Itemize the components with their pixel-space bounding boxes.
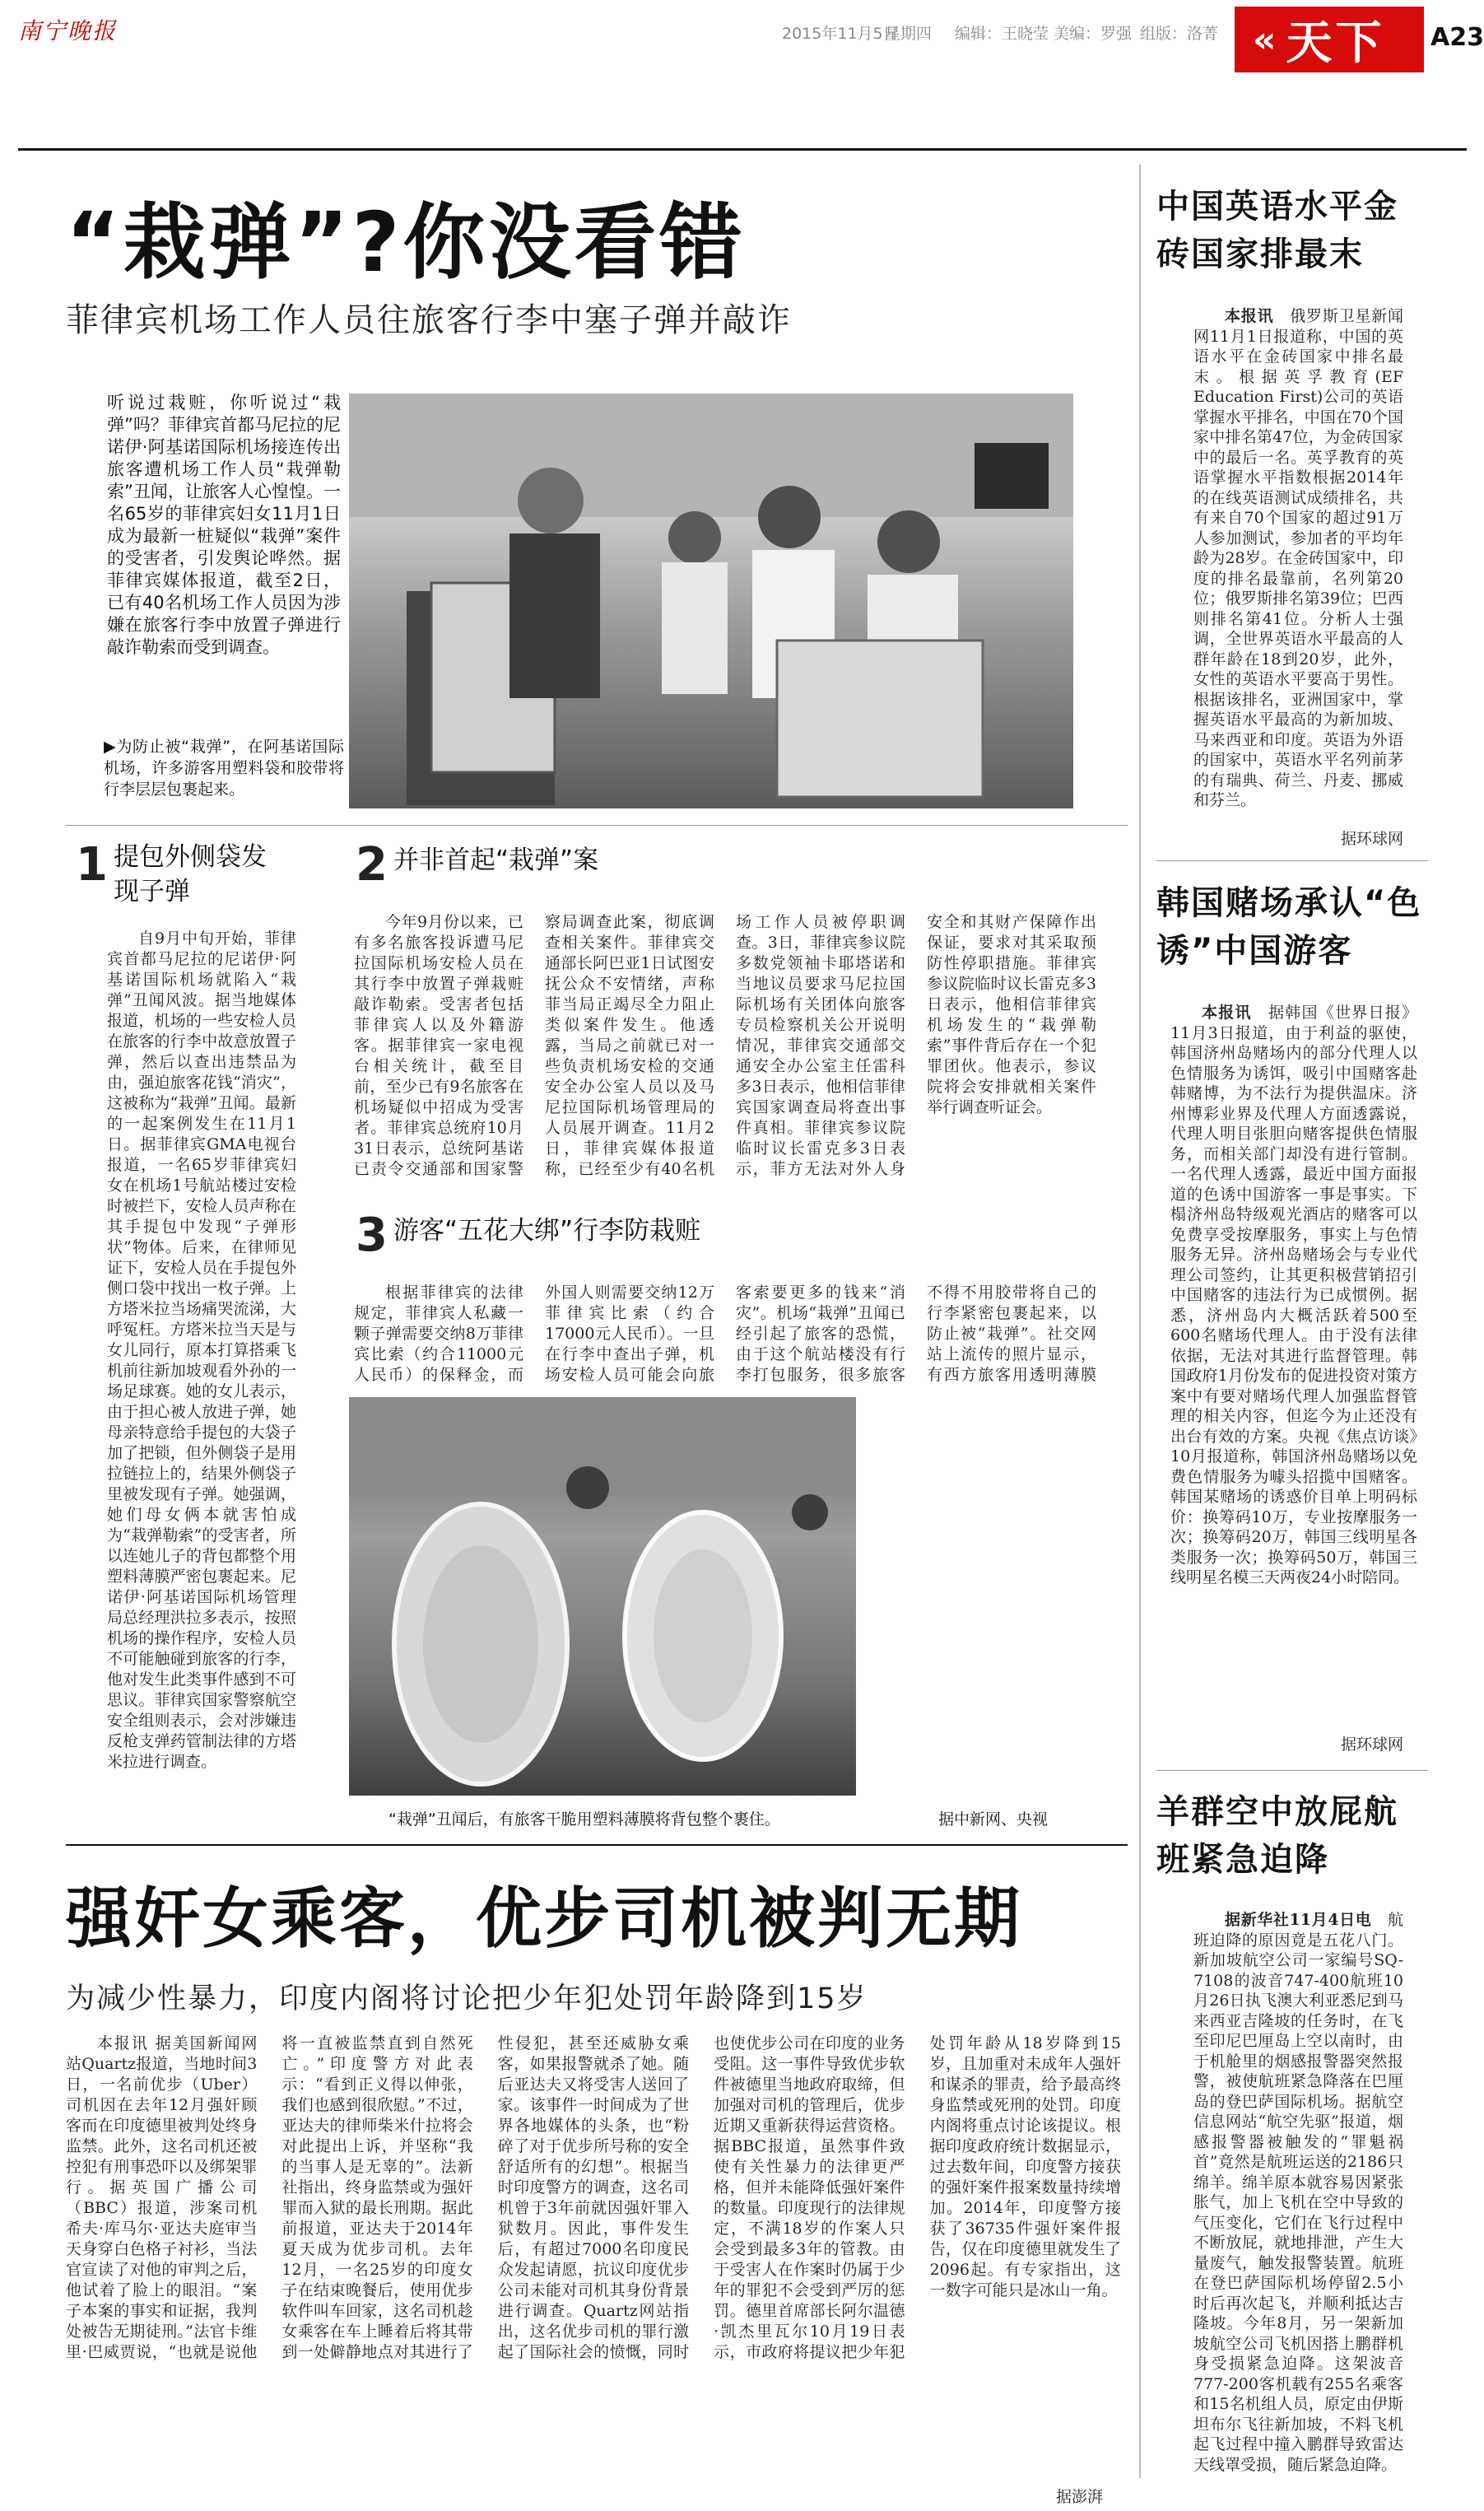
brief1-title: 中国英语水平金砖国家排最末 <box>1156 188 1398 273</box>
brief2-title: 韩国赌场承认“色诱”中国游客 <box>1156 884 1422 970</box>
brief1-source: 据环球网 <box>1340 830 1403 848</box>
second-article-text: 本报讯 据美国新闻网站Quartz报道，当地时间3日，一名前优步（Uber）司机因在去年12月强奸顾客而在印度德里被判处终身监禁。此外，这名司机还被控犯有刑事恐吓以及绑架罪行。据英国广播公司（BBC）报道，涉案司机希夫·库马尔·亚达夫庭审当天身穿白色格子衬衫，当法官宣读了对他的审判之后，他试着了脸上的眼泪。“案子本案的事实和证据，我判处被告无期徒刑。”法官卡维里·巴威贾说，“也就是说他将一直被监禁直到自然死亡。”印度警方对此表示：“看到正义得以伸张，我们也感到很欣慰。”不过，亚达夫的律师柴米什拉将会对此提出上诉，并坚称“我的当事人是无辜的”。法新社指出，终身监禁或为强奸罪而入狱的最长刑期。据此前报道，亚达夫于2014年夏天成为优步司机。去年12月，一名25岁的印度女子在结束晚餐后，使用优步软件叫车回家，这名司机趁女乘客在车上睡着后将其带到一处僻静地点对其进行了性侵犯，甚至还威胁女乘客，如果报警就杀了她。随后亚达夫又将受害人送回了家。该事件一时间成为了世界各地媒体的头条，也“粉碎了对于优步所号称的安全舒适所有的幻想”。根据当时印度警方的调查，这名司机曾于3年前就因强奸罪入狱数月。因此，事件发生后，有超过7000名印度民众发起请愿，抗议印度优步公司未能对司机其身份背景进行调查。Quartz网站指出，这名优步司机的罪行激起了国际社会的愤慨，同时也使优步公司在印度的业务受阻。这一事件导致优步软件被德里当地政府取缔，但加强对司机的管理后，优步近期又重新获得运营资格。据BBC报道，虽然事件致使有关性暴力的法律更严格，但并未能降低强奸案件的数量。印度现行的法律规定，不满18岁的作案人只会受到最多3年的管教。由于受害人在作案时仍属于少年的罪犯不会受到严厉的惩罚。德里首席部长阿尔温德·凯杰里瓦尔10月19日表示，市政府将提议把少年犯处罚年龄从18岁降到15岁，且加重对未成年人强奸和谋杀的罪责，给予最高终身监禁或死刑的处罚。印度内阁将重点讨论该提议。根据印度政府统计数据显示，过去数年间，印度警方接获的强奸案件报案数量持续增加。2014年，印度警方接获了36735件强奸案件报告，仅在印度德里就发生了2096起。有专家指出，这一数字可能只是冰山一角。 <box>66 2034 1121 2361</box>
brief2-body: 据韩国《世界日报》11月3日报道，由于利益的驱使，韩国济州岛赌场内的部分代理人以色情服务为诱饵，吸引中国赌客赴韩赌博，为不法行为提供温床。济州博彩业界及代理人方面透露说，代理人明目张胆向赌客提供色情服务，而相关部门却没有进行管制。一名代理人透露，最近中国方面报道的色诱中国游客一事是事实。下榻济州岛特级观光酒店的赌客可以免费享受按摩服务，事实上与色情服务无异。济州岛赌场会与专业代理公司签约，让其更积极营销招引中国赌客的违法行为已成惯例。据悉，济州岛内大概活跃着500至600名赌场代理人。由于没有法律依据，无法对其进行监督管理。韩国政府1月份发布的促进投资对策方案中有要对赌场代理人加强监督管理的相关内容，但迄今为止还没有出台有效的方案。央视《焦点访谈》10月报道称，韩国济州岛赌场以免费色情服务为噱头招揽中国赌客。韩国某赌场的诱惑价目单上明码标价：换筹码10万，专业按摩服务一次；换筹码20万，韩国三线明星各类服务一次；换筹码50万，韩国三线明星名模三天两夜24小时陪同。 <box>1170 1004 1417 1586</box>
section3-text-side <box>872 1268 1096 1828</box>
brief3-body: 航班迫降的原因竟是五花八门。新加坡航空公司一家编号SQ-7108的波音747-400航班10月26日执飞澳大利亚悉尼到马来西亚吉隆坡的任务时，在飞至印尼巴厘岛上空以南时，由于机舱里的烟感报警器突然报警，被使航班紧急降落在巴厘岛的登巴萨国际机场。据航空信息网站“航空先驱”报道，烟感报警器被触发的“罪魁祸首”竟然是航班运送的2186只绵羊。绵羊原本就容易因紧张胀气，加上飞机在空中导致的气压变化，它们在飞行过程中不断放屁，就地排泄，产生大量废气，触发报警装置。航班在登巴萨国际机场停留2.5小时后再次起飞，并顺利抵达吉隆坡。今年8月，另一架新加坡航空公司飞机因搭上鹏群机身受损紧急迫降。这架波音777-200客机载有255名乘客和15名机组人员，原定由伊斯坦布尔飞往新加坡，不料飞机起飞过程中撞入鹏群导致雷达天线罩受损，随后紧急迫降。 <box>1193 1911 1403 2474</box>
column-divider <box>1139 165 1141 2478</box>
brief2-source: 据环球网 <box>1340 1735 1403 1754</box>
brief3-text <box>1193 1910 1403 2486</box>
airport-photo <box>349 394 1073 808</box>
section2-text: 今年9月份以来，已有多名旅客投诉遭马尼拉国际机场安检人员在其行李中放置子弹栽赃敲诈勒索。受害者包括菲律宾人以及外籍游客。据菲律宾一家电视台相关统计，截至目前，至少已有9名旅客在机场疑似中招成为受害者。菲律宾总统府10月31日表示，总统阿基诺已责令交通部和国家警察局调查此案，彻底调查相关案件。菲律宾交通部长阿巴亚1日试图安抚公众不安情绪，声称菲当局正竭尽全力阻止类似案件发生。他透露，当局之前就已对一些负责机场安检的交通安全办公室人员以及马尼拉国际机场管理局的人员展开调查。11月2日，菲律宾媒体报道称，已经至少有40名机场工作人员被停职调查。3日，菲律宾参议院多数党领袖卡耶塔诺和当地议员要求马尼拉国际机场有关团体向旅客专员检察机关公开说明情况，菲律宾交通部交通安全办公室主任雷科多3日表示，他相信菲律宾国家调查局将查出事件真相。菲律宾参议院临时议长雷克多3日表示，菲方无法对外人身安全和其财产保障作出保证，要求对其采取预防性停职措施。菲律宾参议院临时议长雷克多3日表示，他相信菲律宾机场发生的“栽弹勒索”事件背后存在一个犯罪团伙。他表示，参议院将会安排就相关案件举行调查听证会。 <box>354 913 1096 1178</box>
page-number: A23 <box>1431 23 1484 52</box>
section-rule <box>66 825 1128 826</box>
article-lead: 听说过栽赃，你听说过“栽弹”吗？菲律宾首都马尼拉的尼诺伊·阿基诺国际机场接连传出旅客遭机场工作人员“栽弹勒索”丑闻，让旅客人心惶惶。一名65岁的菲律宾妇女11月1日成为最新一桩疑似“栽弹”案件的受害者，引发舆论哗然。据菲律宾媒体报道，截至2日，已有40名机场工作人员因为涉嫌在旅客行李中放置子弹进行敲诈勒索而受到调查。 <box>107 393 341 657</box>
airport-photo-art <box>349 394 1073 808</box>
newspaper-logo: 南宁晚报 <box>18 17 118 44</box>
section3-text-top: 根据菲律宾的法律规定，菲律宾人私藏一颗子弹需要交纳8万菲律宾比索（约合11000元人民币）的保释金，而外国人则需要交纳12万菲律宾比索（约合17000元人民币）。一旦在行李中查出子弹，机场安检人员可能会向旅客索要更多的钱来“消灾”。机场“栽弹”丑闻已经引起了旅客的恐慌，由于这个航站楼没有行李打包服务，很多旅客不得不用胶带将自己的行李紧密包裹起来，以防止被“栽弹”。社交网站上流传的照片显示，有西方旅客用透明薄膜 <box>354 1283 1096 1384</box>
section2-number: 2 <box>356 838 388 892</box>
brief3-title: 羊群空中放屁航班紧急迫降 <box>1156 1793 1398 1879</box>
brief1-body: 俄罗斯卫星新闻网11月1日报道称，中国的英语水平在金砖国家中排名最末。根据英孚教育(EF Education First)公司的英语掌握水平排名，中国在70个国家中排名第47位，为金砖国家中的最后一名。英孚教育的英语掌握水平指数根据2014年的在线英语测试成绩排名，共有来自70个国家的超过91万人参加测试，参加者的平均年龄为28岁。在金砖国家中，印度的排名最靠前，名列第20位；俄罗斯排名第39位；巴西则排名第41位。分析人士强调，全世界英语水平最高的人群年龄在18到20岁，此外，女性的英语水平要高于男性。根据该排名，亚洲国家中，掌握英语水平最高的为新加坡、马来西亚和印度。英语为外语的国家中，英语水平名列前茅的有瑞典、荷兰、丹麦、挪威和芬兰。 <box>1193 307 1403 808</box>
issue-weekday: 星期四 <box>885 25 933 43</box>
wrapped-bags-photo <box>349 1397 856 1796</box>
section2-heading: 并非首起“栽弹”案 <box>393 846 599 875</box>
photo2-caption: “栽弹”丑闻后，有旅客干脆用塑料薄膜将背包整个裹住。 <box>388 1810 780 1829</box>
issue-date: 2015年11月5日 <box>782 25 899 43</box>
brief1-text <box>1193 306 1403 808</box>
second-subheadline: 为减少性暴力，印度内阁将讨论把少年犯处罚年龄降到15岁 <box>66 1982 868 2015</box>
article-separator <box>66 1844 1128 1846</box>
section3-number: 3 <box>356 1209 388 1262</box>
editor-credit: 编辑：王晓莹 <box>955 25 1049 43</box>
section-banner <box>1235 7 1424 72</box>
double-chevron-icon: « <box>1253 18 1280 61</box>
brief-divider-1 <box>1156 860 1428 861</box>
brief1-lead: 本报讯 <box>1225 307 1274 325</box>
section3-heading: 游客“五花大绑”行李防栽赃 <box>393 1216 701 1246</box>
subheadline: 菲律宾机场工作人员往旅客行李中塞子弹并敲诈 <box>66 301 792 339</box>
second-headline: 强奸女乘客，优步司机被判无期 <box>66 1880 1022 1957</box>
header-rule <box>18 148 1467 151</box>
layout-credit: 组版：洛菁 <box>1140 25 1219 43</box>
second-article-source: 据澎湃 <box>1055 2488 1103 2506</box>
section1-text: 自9月中旬开始，菲律宾首都马尼拉的尼诺伊·阿基诺国际机场就陷入“栽弹”丑闻风波。据当地媒体报道，机场的一些安检人员在旅客的行李中故意放置子弹，然后以查出违禁品为由，强迫旅客花钱“消灾”，这被称为“栽弹”丑闻。最新的一起案例发生在11月1日。据菲律宾GMA电视台报道，一名65岁菲律宾妇女在机场1号航站楼过安检时被拦下，安检人员声称在其手提包中发现“子弹形状”物体。后来，在律师见证下，安检人员在手提包外侧口袋中找出一枚子弹。上方塔米拉当场痛哭流涕，大呼冤枉。方塔米拉当天是与女儿同行，原本打算搭乘飞机前往新加坡观看外孙的一场足球赛。她的女儿表示，由于担心被人放进子弹，她母亲特意给手提包的大袋子加了把锁，但外侧袋子是用拉链拉上的，结果外侧袋子里被发现有子弹。她强调，她们母女俩本就害怕成为“栽弹勒索”的受害者，所以连她儿子的背包都整个用塑料薄膜严密包裹起来。尼诺伊·阿基诺国际机场管理局总经理洪拉多表示，按照机场的操作程序，安检人员不可能触碰到旅客的行李，他对发生此类事件感到不可思议。菲律宾国家警察航空安全组则表示，会对涉嫌违反枪支弹药管制法律的方塔米拉进行调查。 <box>107 929 296 1771</box>
brief3-lead: 据新华社11月4日电 <box>1225 1911 1372 1929</box>
brief-divider-2 <box>1156 1770 1428 1771</box>
wrapped-bags-art <box>349 1397 856 1796</box>
photo1-caption: ▶为防止被“栽弹”，在阿基诺国际机场，许多游客用塑料袋和胶带将行李层层包裹起来。 <box>104 738 344 799</box>
section1-heading: 提包外侧袋发现子弹 <box>114 842 267 906</box>
photo2-source: 据中新网、央视 <box>938 1810 1049 1829</box>
brief2-lead: 本报讯 <box>1202 1004 1252 1022</box>
headline: “栽弹”?你没看错 <box>66 194 746 291</box>
section-name: 天下 <box>1286 16 1385 70</box>
brief2-text <box>1170 1003 1417 1727</box>
section1-number: 1 <box>76 838 108 892</box>
designer-credit: 美编：罗强 <box>1054 25 1133 43</box>
